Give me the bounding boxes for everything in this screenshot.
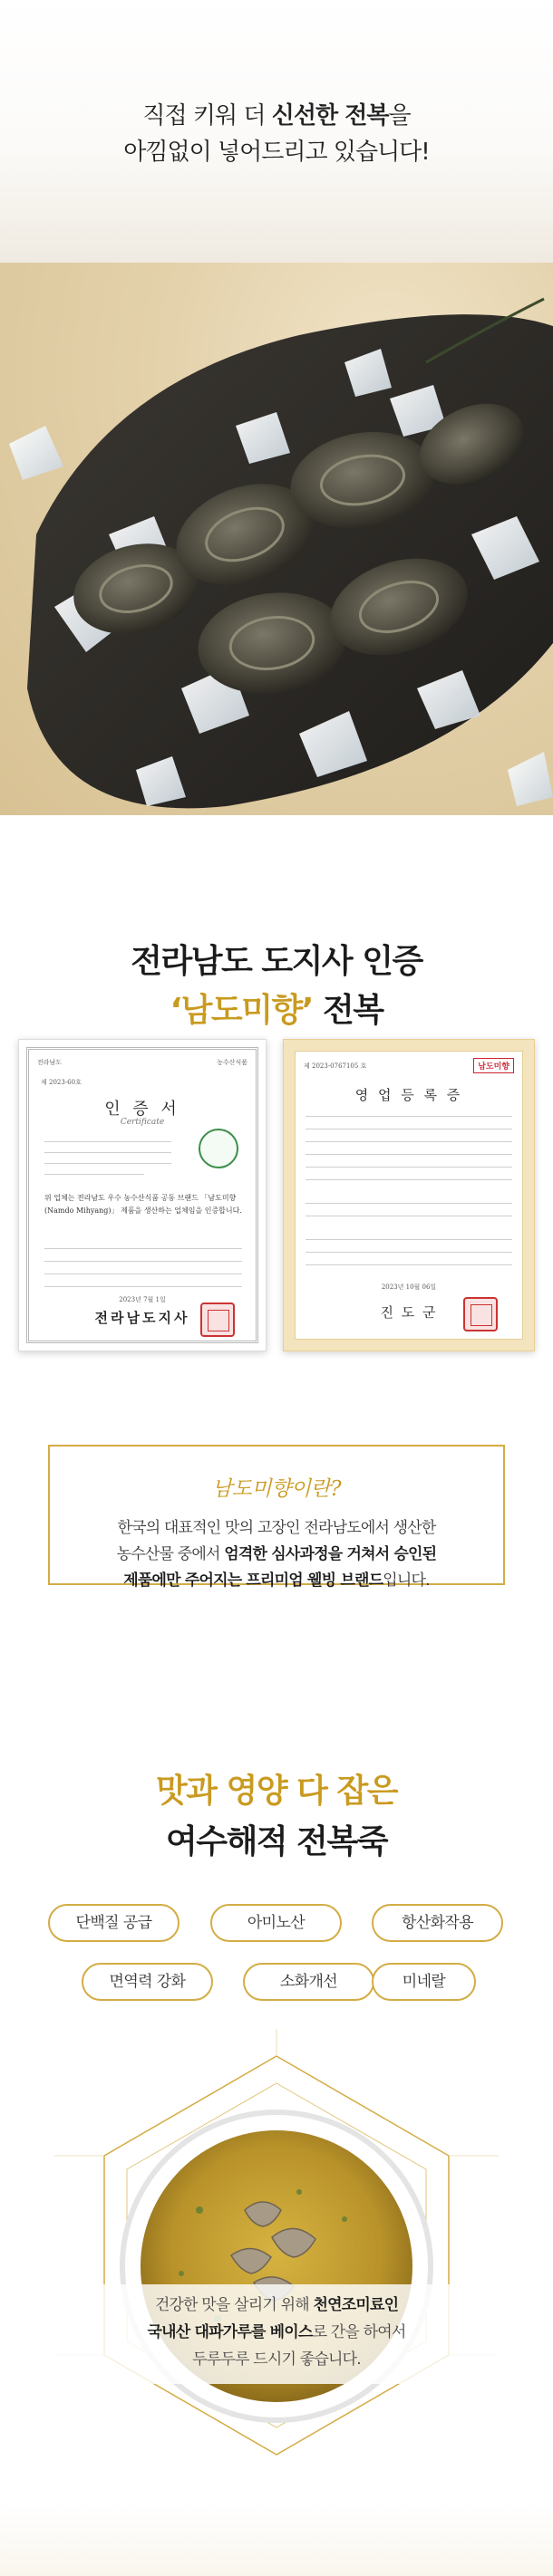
certificate-issuer: 전라남도지사 bbox=[94, 1310, 190, 1326]
certificate-header-left: 전라남도 bbox=[37, 1059, 63, 1066]
caption-line-3: 두루두루 드시기 좋습니다. bbox=[192, 2350, 361, 2369]
intro-line-1-bold: 신선한 전복 bbox=[271, 102, 389, 130]
brand-name-gold: ‘남도미향’ bbox=[170, 992, 313, 1029]
brand-description-text bbox=[50, 1515, 503, 1594]
caption-line-1-prefix: 건강한 맛을 살리기 위해 bbox=[154, 2296, 314, 2314]
fresh-abalone-section bbox=[0, 0, 553, 815]
intro-text bbox=[0, 98, 553, 170]
registration-issuer: 진 도 군 bbox=[380, 1304, 438, 1321]
namdo-mihyang-logo-icon bbox=[199, 1129, 238, 1168]
brand-description-line-1: 한국의 대표적인 맛의 고장인 전라남도에서 생산한 bbox=[117, 1519, 436, 1537]
caption-line-2 bbox=[0, 2319, 553, 2346]
caption-line-1 bbox=[0, 2292, 553, 2319]
official-seal-icon bbox=[200, 1302, 235, 1337]
certificate-images bbox=[18, 1039, 535, 1351]
certificate-body: 위 업체는 전라남도 우수 농수산식품 공동 브랜드 「남도미향(Namdo Mihyang)」 제품을 생산하는 업체임을 인증합니다. bbox=[44, 1194, 242, 1215]
brand-description-title: 남도미향이란? bbox=[211, 1477, 342, 1501]
certificate-number: 제 2023-60호 bbox=[41, 1079, 82, 1086]
caption-line-2-suffix: 로 간을 하여서 bbox=[312, 2323, 406, 2341]
abalone-hero-image bbox=[0, 263, 553, 815]
benefit-tag: 단백질 공급 bbox=[48, 1904, 179, 1942]
benefit-tag: 소화개선 bbox=[243, 1963, 374, 2001]
benefit-tag: 미네랄 bbox=[372, 1963, 476, 2001]
certificate-document bbox=[18, 1039, 267, 1351]
certificate-subtitle: Certificate bbox=[120, 1118, 165, 1127]
certificate-header-right: 농수산식품 bbox=[217, 1059, 247, 1066]
benefit-tag: 아미노산 bbox=[210, 1904, 342, 1942]
nutrition-title bbox=[0, 1766, 553, 1868]
certificate-date: 2023년 7월 1일 bbox=[119, 1296, 166, 1303]
abalone-on-ice-illustration bbox=[0, 263, 553, 815]
county-seal-icon bbox=[463, 1297, 498, 1331]
brand-description-line-3-suffix: 입니다. bbox=[383, 1572, 430, 1590]
caption-line-2-bold: 국내산 대파가루를 베이스 bbox=[147, 2323, 313, 2341]
certification-title-line-2 bbox=[0, 986, 553, 1035]
brand-description-line-2-bold: 엄격한 심사과정을 거쳐서 승인된 bbox=[224, 1545, 437, 1563]
business-registration-document bbox=[283, 1039, 535, 1351]
benefit-tag: 면역력 강화 bbox=[82, 1963, 213, 2001]
certification-title bbox=[0, 937, 553, 1035]
intro-line-1 bbox=[0, 98, 553, 134]
caption-line-1-bold: 천연조미료인 bbox=[313, 2296, 399, 2314]
brand-description-line-3-bold: 제품에만 주어지는 프리미엄 웰빙 브랜드 bbox=[123, 1572, 383, 1590]
namdo-mihyang-logo: 남도미향 bbox=[473, 1058, 514, 1073]
intro-line-2: 아낌없이 넣어드리고 있습니다! bbox=[123, 139, 430, 166]
intro-line-1-prefix: 직접 키워 더 bbox=[142, 102, 272, 130]
certification-section bbox=[0, 815, 553, 1612]
certificate-title: 인 증 서 bbox=[104, 1100, 180, 1119]
certification-title-line-1: 전라남도 도지사 인증 bbox=[131, 943, 422, 980]
intro-line-1-suffix: 을 bbox=[388, 102, 411, 130]
nutrition-title-line-1: 맛과 영양 다 잡은 bbox=[155, 1773, 398, 1810]
porridge-caption bbox=[0, 2292, 553, 2373]
brand-description-line-2 bbox=[50, 1542, 503, 1568]
nutrition-title-line-2: 여수해적 전복죽 bbox=[166, 1823, 387, 1860]
brand-description-line-3 bbox=[50, 1568, 503, 1594]
registration-number: 제 2023-0767105 호 bbox=[304, 1062, 367, 1070]
registration-title: 영 업 등 록 증 bbox=[354, 1087, 463, 1103]
brand-description-line-2-prefix: 농수산물 중에서 bbox=[116, 1545, 225, 1563]
benefit-tag: 항산화작용 bbox=[372, 1904, 503, 1942]
certification-title-rest: 전복 bbox=[312, 992, 383, 1029]
bottom-fade bbox=[0, 2504, 553, 2576]
nutrition-section bbox=[0, 1612, 553, 2576]
registration-date: 2023년 10월 06일 bbox=[381, 1283, 437, 1291]
brand-description-box bbox=[48, 1445, 505, 1590]
